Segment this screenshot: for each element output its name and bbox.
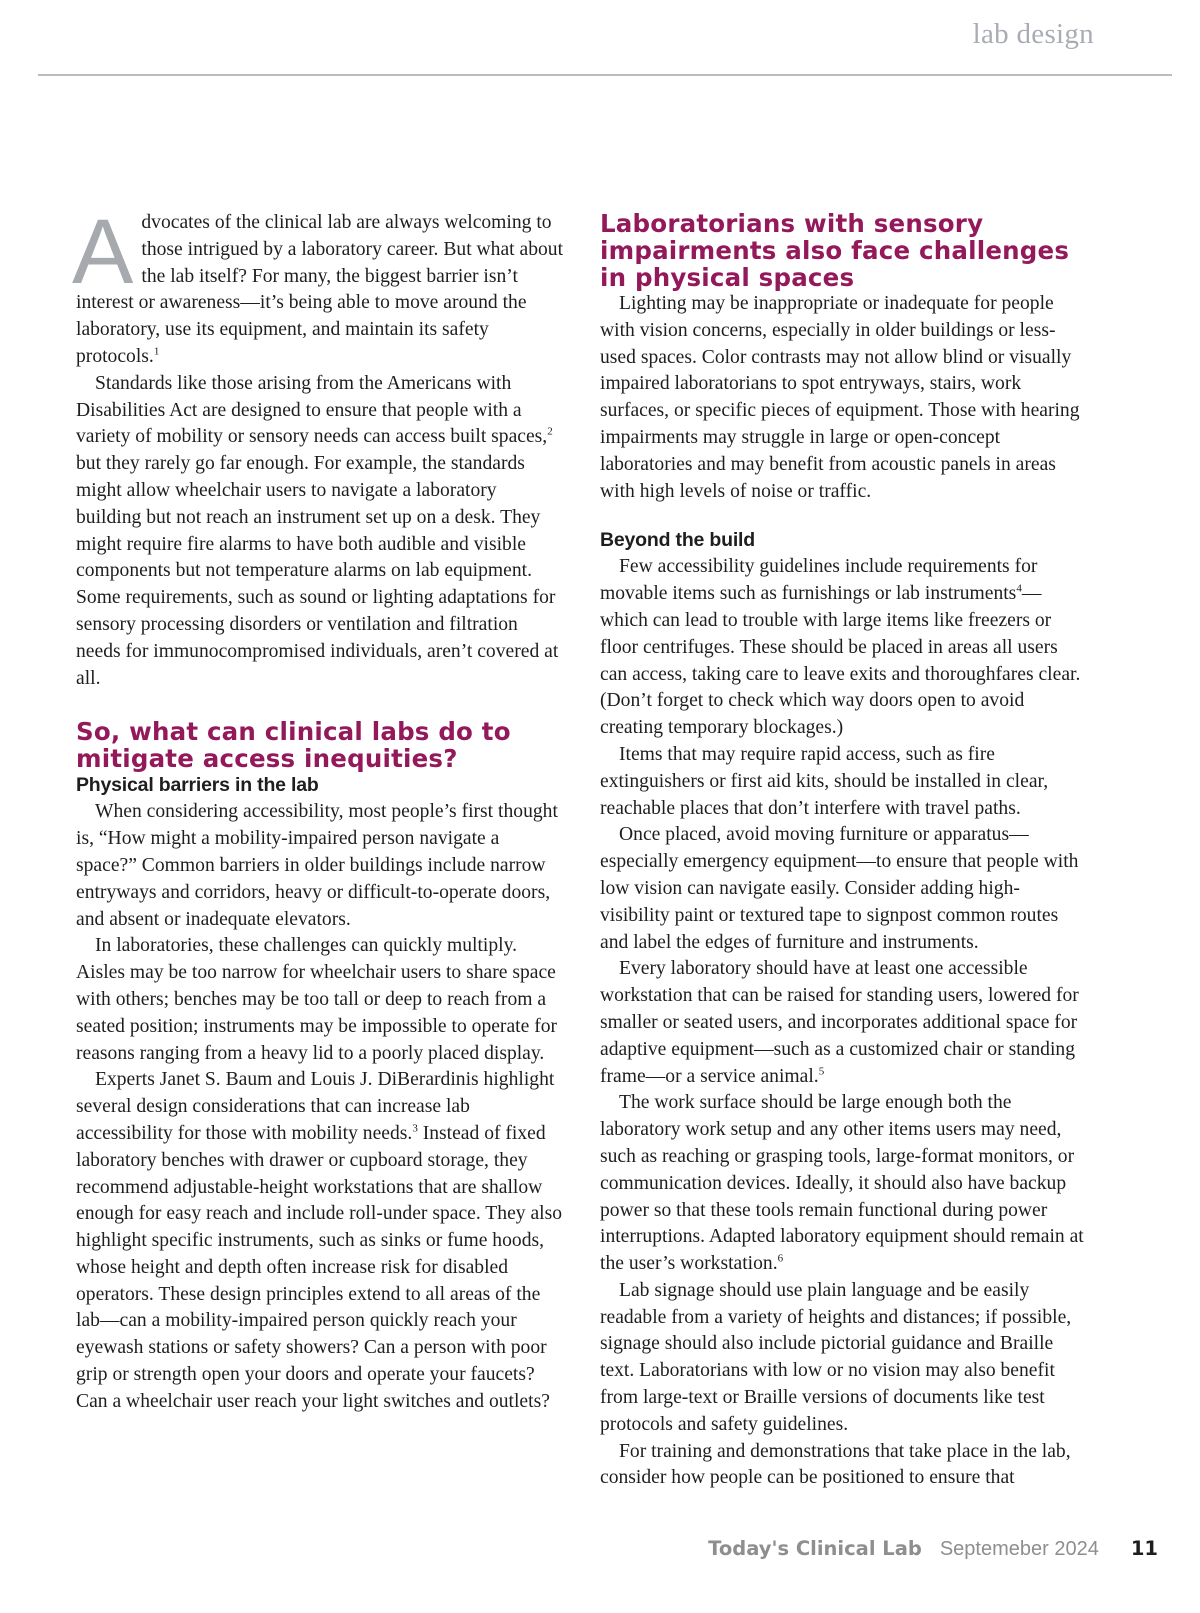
body-paragraph — [600, 554, 1088, 742]
body-text: but they rarely go far enough. For example, the standards might allow wheelchair users to navigate a laboratory building but not reach an instrument set up on a desk. They might require fire alarms to have both audible and visible components but not temperature alarms on lab equipment. Some requirements, such as sound or lighting adaptations for sensory processing disorders or ventilation and filtration needs for immunocompromised individuals, aren’t covered at all. — [76, 453, 559, 689]
subheading: Physical barriers in the lab — [76, 774, 319, 797]
body-paragraph — [76, 371, 564, 693]
body-text: Standards like those arising from the Americans with Disabilities Act are designed to ensure that people with a variety of mobility or sensory needs can access built spaces, — [76, 372, 548, 448]
footnote-ref: 5 — [818, 1064, 825, 1077]
page-footer — [708, 1537, 1158, 1561]
section-heading: Laboratorians with sensory impairments also face challenges in physical spaces — [600, 209, 1070, 292]
body-paragraph: For training and demonstrations that take place in the lab, consider how people can be positioned to ensure that — [600, 1440, 1071, 1489]
body-text: Instead of fixed laboratory benches with drawer or cupboard storage, they recommend adjustable-height workstations that are shallow enough for easy reach and include roll-under space. They also highlight specific instruments, such as sinks or fume hoods, whose height and depth often increase risk for disabled operators. These design principles extend to all areas of the lab—can a mobility-impaired person quickly reach your eyewash stations or safety showers? Can a person with poor grip or strength open your doors and operate your faucets? Can a wheelchair user reach your light switches and outlets? — [76, 1122, 563, 1412]
body-text: Few accessibility guidelines include requirements for movable items such as furnishings or lab instruments — [600, 556, 1038, 605]
footnote-ref: 6 — [777, 1252, 784, 1265]
page-number: 11 — [1130, 1537, 1158, 1560]
intro-paragraph — [72, 201, 564, 371]
footnote-ref: 1 — [153, 345, 160, 358]
section-label: lab design — [972, 18, 1094, 50]
body-text: The work surface should be large enough both the laboratory work setup and any other items users may need, such as reaching or grasping tools, large-format monitors, or communication devices. Ideally, it should also have backup power so that these tools remain functional during power interruptions. Adapted laboratory equipment should remain at the user’s workstation. — [600, 1092, 1084, 1275]
body-paragraph: Lighting may be inappropriate or inadequate for people with vision concerns, especially in older buildings or less-used spaces. Color contrasts may not allow blind or visually impaired laboratorians to spot entryways, stairs, work surfaces, or specific pieces of equipment. Those with hearing impairments may struggle in large or open-concept laboratories and may benefit from acoustic panels in areas with high levels of noise or traffic. — [600, 293, 1080, 502]
drop-cap: A — [72, 201, 134, 303]
body-paragraph: Once placed, avoid moving furniture or apparatus—especially emergency equipment—to ensure that people with low vision can navigate easily. Consider adding high-visibility paint or textured tape to signpost common routes and label the edges of furniture and instruments. — [600, 824, 1079, 953]
body-text: Experts Janet S. Baum and Louis J. DiBerardinis highlight several design considerations that can increase lab accessibility for those with mobility needs. — [76, 1069, 555, 1144]
body-paragraph — [600, 1090, 1088, 1278]
body-text: Every laboratory should have at least one accessible workstation that can be raised for standing users, lowered for smaller or seated users, and incorporates additional space for adaptive equipment—such as a customized chair or standing frame—or a service animal. — [600, 958, 1079, 1087]
subheading: Beyond the build — [600, 529, 755, 552]
body-paragraph: Items that may require rapid access, such as fire extinguishers or first aid kits, should be installed in clear, reachable places that don’t interfere with travel paths. — [600, 743, 1049, 819]
footnote-ref: 2 — [547, 425, 553, 438]
header-rule — [38, 74, 1172, 76]
body-paragraph — [76, 1067, 564, 1415]
footnote-ref: 3 — [412, 1122, 418, 1135]
body-paragraph: When considering accessibility, most people’s first thought is, “How might a mobility-impaired person navigate a space?” Common barriers in older buildings include narrow entryways and corridors, heavy or difficult-to-operate doors, and absent or inadequate elevators. — [76, 801, 558, 930]
left-column — [72, 201, 564, 1416]
footnote-ref: 4 — [1016, 582, 1022, 595]
body-paragraph — [600, 956, 1088, 1090]
right-column — [600, 210, 1088, 1492]
magazine-name: Today's Clinical Lab — [708, 1537, 922, 1560]
issue-date: Septemeber 2024 — [939, 1538, 1099, 1560]
body-text: —which can lead to trouble with large items like freezers or floor centrifuges. These should be placed in areas all users can access, taking care to leave exits and thoroughfares clear. (Don’t forget to check which way doors open to avoid creating temporary blockages.) — [600, 583, 1081, 739]
section-heading: So, what can clinical labs do to mitigate access inequities? — [76, 717, 511, 774]
intro-text: dvocates of the clinical lab are always welcoming to those intrigued by a laboratory career. But what about the lab itself? For many, the biggest barrier isn’t interest or awareness—it’s being able to move around the laboratory, use its equipment, and maintain its safety protocols. — [76, 212, 564, 367]
body-paragraph: In laboratories, these challenges can quickly multiply. Aisles may be too narrow for wheelchair users to share space with others; benches may be too tall or deep to reach from a seated position; instruments may be impossible to operate for reasons ranging from a heavy lid to a poorly placed display. — [76, 935, 558, 1064]
body-paragraph: Lab signage should use plain language and be easily readable from a variety of heights and distances; if possible, signage should also include pictorial guidance and Braille text. Laboratorians with low or no vision may also benefit from large-text or Braille versions of documents like test protocols and safety guidelines. — [600, 1279, 1072, 1435]
